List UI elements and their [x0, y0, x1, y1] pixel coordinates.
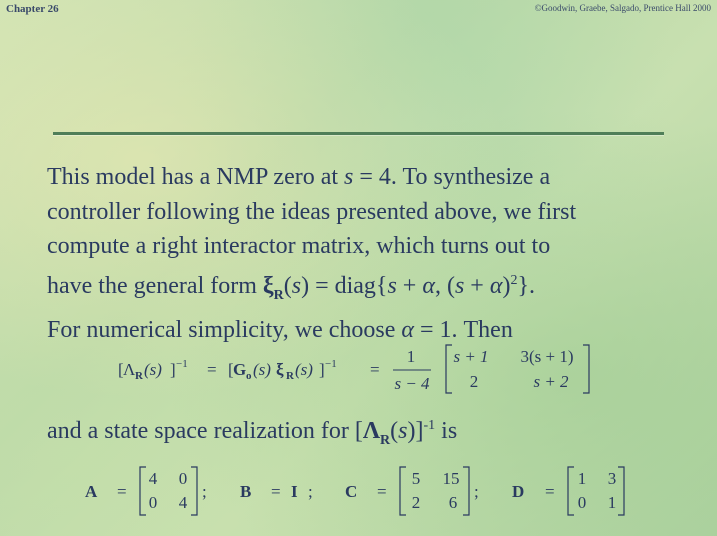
eq1-xi-sub: R	[286, 370, 294, 382]
matrix-D-cell: 0	[577, 493, 587, 512]
eq1-inverse: −1	[176, 358, 188, 370]
eq1-equals-1: =	[207, 360, 217, 379]
matrix-A-equals: =	[117, 482, 127, 501]
paragraph-line-3: compute a right interactor matrix, which turns out to	[47, 233, 551, 259]
eq1-matrix-cell: s + 2	[533, 372, 569, 391]
paragraph-line-5: For numerical simplicity, we choose α = 1. Then	[47, 316, 513, 343]
eq1-xi: ξ	[276, 360, 284, 379]
paragraph-line-2: controller following the ideas presented above, we first	[47, 198, 577, 225]
matrix-A-left-bracket	[140, 467, 146, 515]
eq1-lambda-sub: R	[135, 370, 143, 382]
separator: ;	[202, 482, 207, 501]
eq1-equals-2: =	[370, 360, 380, 379]
eq1-rbracket-2: ]	[319, 360, 325, 379]
eq1-fraction-numerator: 1	[406, 347, 416, 366]
matrix-B-label: B	[240, 482, 252, 501]
matrix-C-label: C	[345, 482, 358, 501]
separator: ;	[308, 482, 313, 501]
matrix-D-label: D	[512, 482, 525, 501]
matrix-D-right-bracket	[618, 467, 624, 515]
eq1-inverse-2: −1	[325, 358, 337, 370]
eq1-matrix-right-bracket	[583, 345, 589, 393]
copyright-notice: ©Goodwin, Graebe, Salgado, Prentice Hall 2000	[534, 3, 711, 13]
eq1-arg-2: (s)	[253, 360, 271, 379]
matrix-C-cell: 2	[411, 493, 421, 512]
eq1-rbracket: ]	[170, 360, 176, 379]
eq1-matrix-left-bracket	[446, 345, 452, 393]
matrix-A-cell: 0	[178, 469, 188, 488]
eq1-matrix-cell: s + 1	[453, 347, 489, 366]
matrix-C-left-bracket	[400, 467, 406, 515]
state-space-intro: and a state space realization for $[\Lambda_R(s)]^{-1}$ is	[47, 418, 458, 448]
eq1-matrix-cell: 3(s + 1)	[520, 347, 574, 366]
matrix-A-cell: 0	[148, 493, 158, 512]
matrix-D-equals: =	[545, 482, 555, 501]
matrix-C-right-bracket	[463, 467, 469, 515]
matrix-A-cell: 4	[178, 493, 188, 512]
matrix-C-cell: 15	[442, 469, 460, 488]
matrix-C-equals: =	[377, 482, 387, 501]
matrix-C-cell: 6	[448, 493, 458, 512]
matrix-A-right-bracket	[191, 467, 197, 515]
eq1-lambda: Λ	[123, 360, 136, 379]
title-rule	[53, 132, 664, 135]
matrix-D-left-bracket	[568, 467, 574, 515]
separator: ;	[474, 482, 479, 501]
body-paragraph	[47, 160, 687, 347]
matrix-D-cell: 3	[607, 469, 617, 488]
matrix-A-cell: 4	[148, 469, 158, 488]
eq1-lbracket: [	[118, 360, 124, 379]
eq1-matrix-cell: 2	[469, 372, 479, 391]
matrix-C-cell: 5	[411, 469, 421, 488]
chapter-label: Chapter 26	[6, 3, 59, 15]
matrix-D-cell: 1	[607, 493, 617, 512]
identity-I: I	[291, 482, 298, 501]
eq1-arg: (s)	[144, 360, 162, 379]
eq1-fraction-denominator: s − 4	[394, 374, 430, 393]
eq1-arg-3: (s)	[295, 360, 313, 379]
matrix-D-cell: 1	[577, 469, 587, 488]
matrix-B-equals: =	[271, 482, 281, 501]
eq1-G-sub: o	[246, 370, 252, 382]
eq1-lbracket-2: [	[228, 360, 234, 379]
eq1-G: G	[233, 360, 247, 379]
matrix-A-label: A	[85, 482, 98, 501]
paragraph-line-4: have the general form $\xi_R(s)$ = diag{s + α, $(s + \alpha)^2$}.	[47, 272, 535, 303]
paragraph-line-1: This model has a NMP zero at s = 4. To synthesize a	[47, 164, 551, 190]
